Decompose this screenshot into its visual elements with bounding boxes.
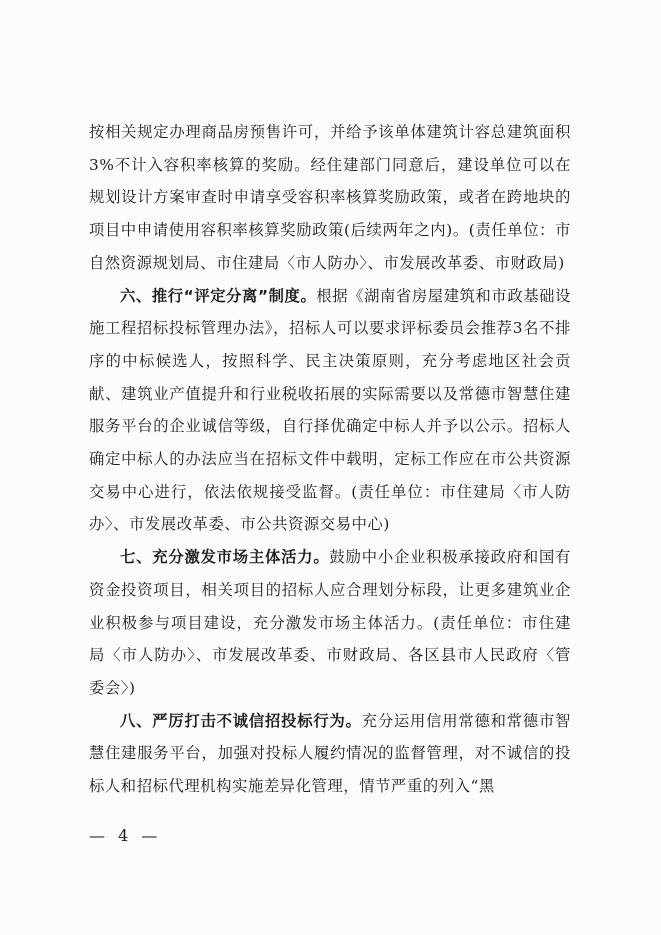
paragraph-section-6 <box>89 280 571 542</box>
paragraph-text: 按相关规定办理商品房预售许可，并给予该单体建筑计容总建筑面积3%不计入容积率核算的奖励。经住建部门同意后，建设单位可以在规划设计方案审查时申请享受容积率核算奖励政策，或者在跨地块的项目中申请使用容积率核算奖励政策(后续两年之内)。(责任单位：市自然资源规划局、市住建局〈市人防办〉、市发展改革委、市财政局) <box>89 123 571 272</box>
page-number: — 4 — <box>89 826 162 845</box>
document-body <box>89 116 571 803</box>
section-7-text: 鼓励中小企业积极承接政府和国有资金投资项目，相关项目的招标人应合理划分标段，让更多建筑业企业积极参与项目建设，充分激发市场主体活力。(责任单位：市住建局〈市人防办〉、市发展改革委、市财政局、各区县市人民政府〈管委会〉) <box>89 548 571 697</box>
section-8-heading: 八、严厉打击不诚信招投标行为。 <box>120 711 362 730</box>
section-8-text: 充分运用信用常德和常德市智慧住建服务平台，加强对投标人履约情况的监督管理，对不诚信的投标人和招标代理机构实施差异化管理，情节严重的列入“黑 <box>89 711 571 796</box>
section-7-heading: 七、充分激发市场主体活力。 <box>120 548 330 567</box>
section-6-text: 根据《湖南省房屋建筑和市政基础设施工程招标投标管理办法》，招标人可以要求评标委员会推荐3名不排序的中标候选人，按照科学、民主决策原则，充分考虑地区社会贡献、建筑业产值提升和行业税收拓展的实际需要以及常德市智慧住建服务平台的企业诚信等级，自行择优确定中标人并予以公示。招标人确定中标人的办法应当在招标文件中载明，定标工作应在市公共资源交易中心进行，依法依规接受监督。(责任单位：市住建局〈市人防办〉、市发展改革委、市公共资源交易中心) <box>89 286 571 534</box>
paragraph-section-8 <box>89 705 571 803</box>
section-6-heading: 六、推行“评定分离”制度。 <box>120 286 317 305</box>
paragraph-section-7 <box>89 541 571 705</box>
paragraph-continuation <box>89 116 571 280</box>
